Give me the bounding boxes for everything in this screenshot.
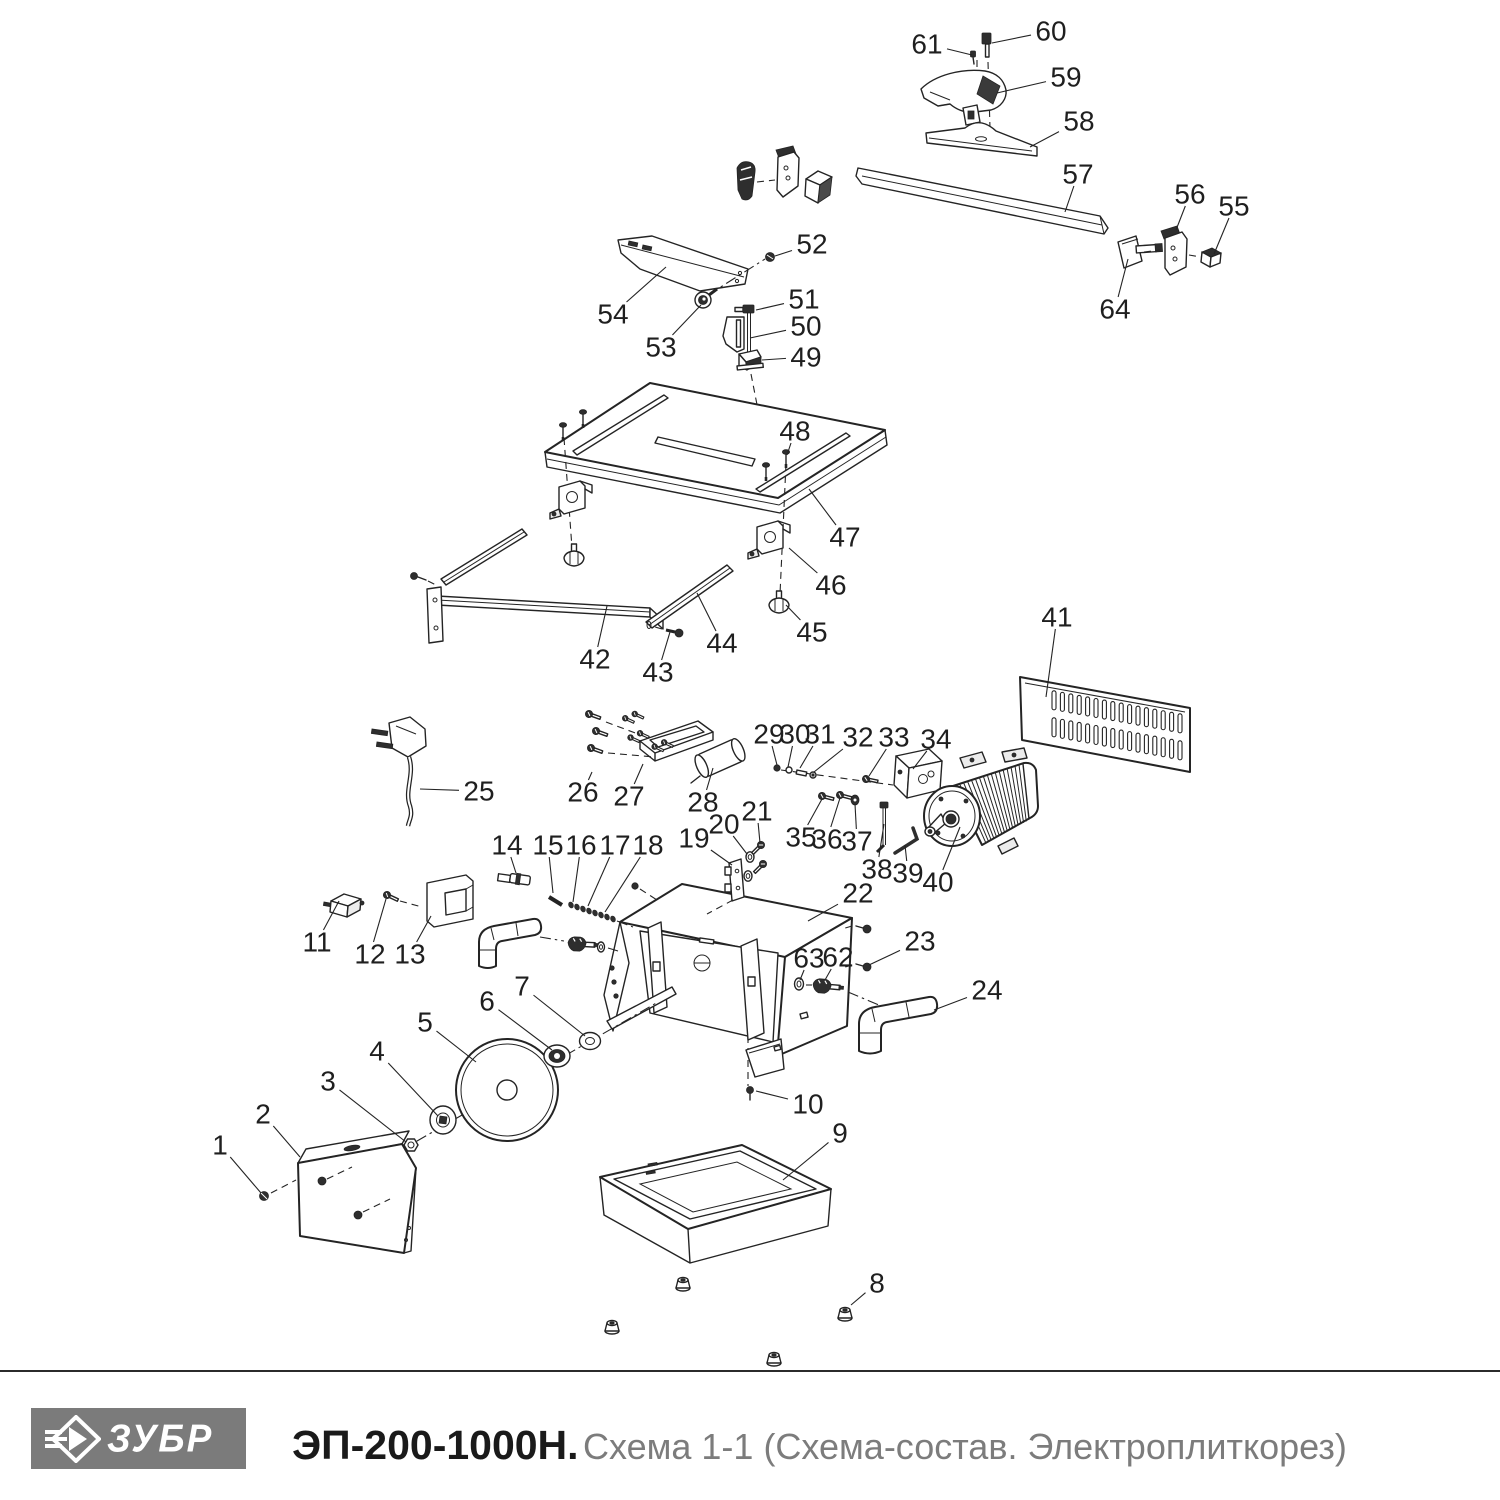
part-label-57: 57 xyxy=(1062,158,1094,190)
part-13-switch xyxy=(427,875,473,927)
part-label-30: 30 xyxy=(779,718,811,750)
part-label-63: 63 xyxy=(793,942,825,974)
part-label-31: 31 xyxy=(804,718,836,750)
part-label-3: 3 xyxy=(320,1065,336,1097)
part-label-60: 60 xyxy=(1035,15,1067,47)
part-label-33: 33 xyxy=(878,721,910,753)
part-10-screw xyxy=(747,1087,754,1101)
part-label-41: 41 xyxy=(1041,601,1073,633)
part-label-48: 48 xyxy=(779,415,811,447)
part-label-40: 40 xyxy=(922,866,954,898)
part-label-2: 2 xyxy=(255,1098,271,1130)
part-label-1: 1 xyxy=(212,1129,228,1161)
part-label-52: 52 xyxy=(796,228,828,260)
assembly-dash xyxy=(1189,255,1201,257)
part-7-washer xyxy=(580,1033,601,1050)
part-24-handle xyxy=(859,997,937,1054)
part-55-block xyxy=(1201,248,1221,267)
part-label-22: 22 xyxy=(842,877,874,909)
part-54-side-cover xyxy=(618,236,748,291)
bison-diamond-icon xyxy=(43,1415,101,1463)
body-top-screw xyxy=(632,883,657,900)
part-label-7: 7 xyxy=(514,970,530,1002)
part-label-21: 21 xyxy=(741,795,773,827)
part-label-28: 28 xyxy=(687,786,719,818)
part-56-latch xyxy=(1161,226,1187,275)
part-label-55: 55 xyxy=(1218,190,1250,222)
part-label-62: 62 xyxy=(822,941,854,973)
part-label-12: 12 xyxy=(354,938,386,970)
part-label-8: 8 xyxy=(869,1267,885,1299)
part-label-46: 46 xyxy=(815,569,847,601)
footer xyxy=(0,1370,1500,1500)
part-label-53: 53 xyxy=(645,331,677,363)
part-61-screw xyxy=(971,51,976,64)
latch-assembly xyxy=(737,146,832,203)
part-4-flange xyxy=(430,1106,456,1134)
part-63-washer xyxy=(795,978,804,990)
part-label-15: 15 xyxy=(532,829,564,861)
part-26-screws xyxy=(584,709,655,757)
part-2-blade-guard-box xyxy=(298,1131,416,1253)
part-42-rail xyxy=(411,529,664,643)
part-label-9: 9 xyxy=(832,1117,848,1149)
part-label-34: 34 xyxy=(920,723,952,755)
part-41-vent-grille xyxy=(1020,677,1190,772)
part-label-43: 43 xyxy=(642,656,674,688)
part-number-labels xyxy=(212,16,1249,1306)
part-1-screw xyxy=(260,1180,297,1201)
part-label-13: 13 xyxy=(394,938,426,970)
part-label-16: 16 xyxy=(565,829,597,861)
part-6-inner-flange xyxy=(544,1045,570,1067)
part-label-32: 32 xyxy=(842,721,874,753)
part-9-water-tray xyxy=(600,1145,831,1263)
part-49-bracket xyxy=(737,350,763,370)
part-label-54: 54 xyxy=(597,298,629,330)
part-label-20: 20 xyxy=(708,808,740,840)
part-label-50: 50 xyxy=(790,310,822,342)
part-8-feet xyxy=(605,1278,852,1367)
part-label-42: 42 xyxy=(579,643,611,675)
part-60-screw xyxy=(982,33,991,57)
brand-logo xyxy=(31,1408,246,1469)
part-64-bracket xyxy=(1118,236,1163,268)
part-14-pin xyxy=(497,871,530,886)
part-label-51: 51 xyxy=(788,283,820,315)
part-28-capacitor xyxy=(691,737,748,783)
part-label-56: 56 xyxy=(1174,178,1206,210)
part-38-bolt xyxy=(877,802,888,852)
part-label-47: 47 xyxy=(829,521,861,553)
left-handle-knob xyxy=(540,937,618,953)
part-label-44: 44 xyxy=(706,627,738,659)
part-29-33-fasteners xyxy=(774,765,893,785)
part-label-24: 24 xyxy=(971,974,1003,1006)
part-label-6: 6 xyxy=(479,985,495,1017)
part-44-rail xyxy=(646,565,733,629)
part-47-table-top xyxy=(545,383,887,513)
part-label-27: 27 xyxy=(613,780,645,812)
part-label-61: 61 xyxy=(911,28,943,60)
part-15-rod xyxy=(549,897,562,905)
left-carry-handle xyxy=(479,919,541,968)
part-59-blade-guard xyxy=(921,70,1006,125)
part-label-17: 17 xyxy=(599,829,631,861)
part-label-59: 59 xyxy=(1050,61,1082,93)
part-label-5: 5 xyxy=(417,1006,433,1038)
part-label-49: 49 xyxy=(790,341,822,373)
part-label-14: 14 xyxy=(491,829,523,861)
part-label-38: 38 xyxy=(861,853,893,885)
part-label-58: 58 xyxy=(1063,105,1095,137)
part-label-37: 37 xyxy=(841,825,873,857)
part-label-4: 4 xyxy=(369,1035,385,1067)
part-label-39: 39 xyxy=(892,857,924,889)
part-16-18-spring-washers xyxy=(567,901,617,923)
part-label-23: 23 xyxy=(904,925,936,957)
part-11-microswitch xyxy=(323,894,364,917)
subtitle-text: Схема 1-1 (Схема-состав. Электроплиткорез) xyxy=(583,1426,1347,1467)
part-label-36: 36 xyxy=(811,823,843,855)
part-label-26: 26 xyxy=(567,776,599,808)
part-label-19: 19 xyxy=(678,822,710,854)
part-58-guide-plate xyxy=(926,123,1037,156)
part-52-screw xyxy=(766,253,775,262)
part-label-29: 29 xyxy=(753,718,785,750)
part-12-screw xyxy=(382,890,422,907)
part-label-35: 35 xyxy=(785,821,817,853)
part-5-cutting-disc xyxy=(456,1039,558,1141)
part-label-64: 64 xyxy=(1099,293,1131,325)
part-label-10: 10 xyxy=(792,1088,824,1120)
part-label-11: 11 xyxy=(302,926,332,958)
model-text: ЭП-200-1000Н. xyxy=(292,1422,579,1468)
part-53-knob xyxy=(695,289,717,308)
diagram-caption xyxy=(292,1422,1347,1469)
part-label-45: 45 xyxy=(796,616,828,648)
brand-text: ЗУБР xyxy=(107,1416,214,1460)
part-34-switch-box xyxy=(894,749,942,798)
part-25-power-plug xyxy=(371,717,426,826)
part-label-18: 18 xyxy=(632,829,664,861)
part-20-washers xyxy=(744,852,754,881)
part-51-bolt xyxy=(735,305,754,313)
part-label-25: 25 xyxy=(463,775,495,807)
